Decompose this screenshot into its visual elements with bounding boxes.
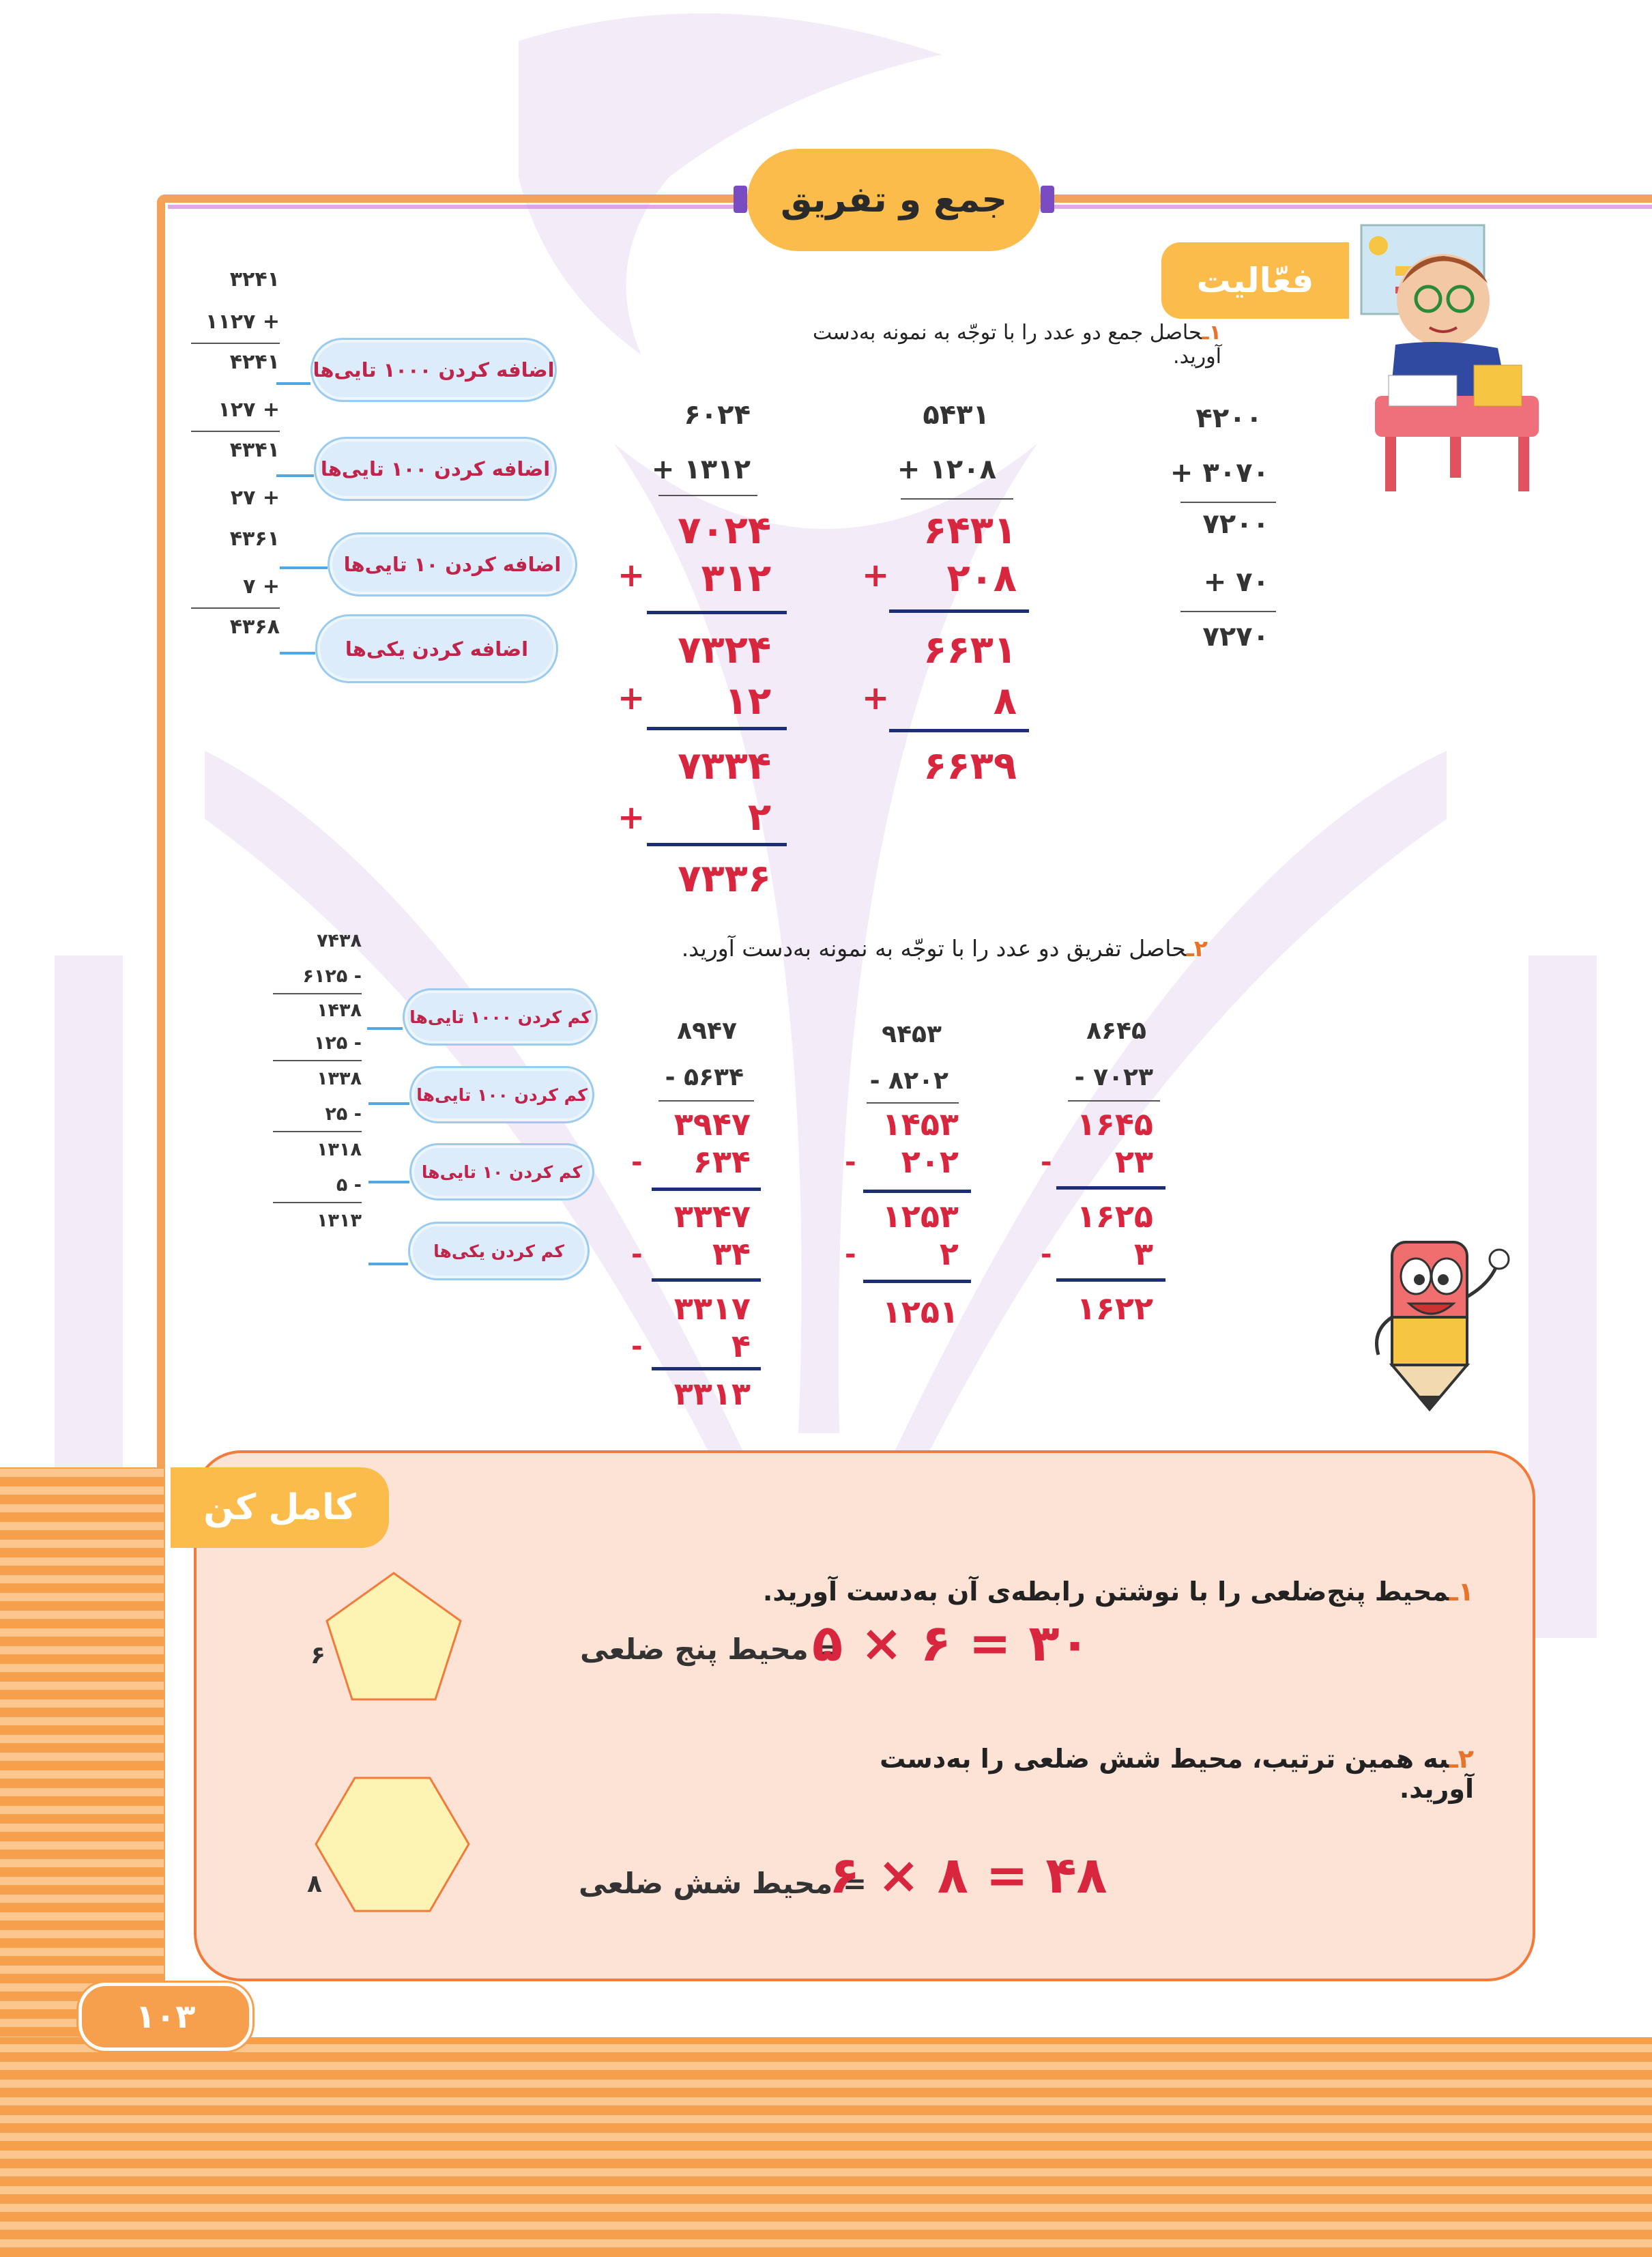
example-row: ۱۳۳۸ xyxy=(317,1068,362,1089)
add-p1-rule xyxy=(647,727,787,730)
add-p2-step: ۶۶۳۱ xyxy=(923,628,1017,672)
hexagon-shape xyxy=(310,1774,474,1918)
example-row: ۷۴۳۸ xyxy=(317,930,362,951)
add-p2-b: + ۱۲۰۸ xyxy=(897,454,996,485)
pentagon-side-label: ۶ xyxy=(310,1641,325,1669)
example-row: ۱۳۱۳ xyxy=(317,1210,362,1231)
sub-p2-b: - ۸۲۰۲ xyxy=(869,1067,948,1095)
question-2-instruction xyxy=(648,935,1208,962)
sub-p3-b: - ۷۰۲۳ xyxy=(1074,1063,1153,1091)
activity-label: فعّالیت xyxy=(1161,242,1349,319)
sub-p2-step: ۱۲۵۱ xyxy=(882,1293,959,1330)
sub-p2-step: ۱۴۵۳ xyxy=(882,1106,959,1142)
example-row: - ۲۵ xyxy=(325,1104,362,1125)
addition-example-column xyxy=(191,270,280,644)
add-p1-step: ۷۳۲۴ xyxy=(678,628,771,672)
add-p1-step: ۷۳۳۴ xyxy=(678,744,771,788)
example-row: - ۱۲۵ xyxy=(313,1033,362,1054)
example-divider xyxy=(273,993,362,994)
arrow-icon xyxy=(368,1181,409,1183)
sub-p2-rule xyxy=(863,1280,971,1283)
sub-p1-a: ۸۹۴۷ xyxy=(677,1017,737,1045)
example-divider xyxy=(191,431,280,432)
question-1-number: ۱ـ xyxy=(1202,321,1221,345)
minus-sign: - xyxy=(845,1147,856,1178)
add-p1-rule xyxy=(647,843,787,846)
cloud-sub-tens: کم کردن ۱۰ تایی‌ها xyxy=(409,1143,594,1201)
question-1-text: حاصل جمع دو عدد را با توجّه به نمونه به‌دست آورید. xyxy=(812,321,1221,369)
sub-p3-step: ۱۶۲۵ xyxy=(1076,1198,1153,1235)
example-row: + ۲۷ xyxy=(230,486,280,510)
sub-p2-line xyxy=(867,1102,959,1104)
title-bar-left xyxy=(734,186,747,213)
plus-sign: + xyxy=(618,799,646,837)
example-divider xyxy=(191,343,280,344)
add-p2-step: ۸ xyxy=(993,679,1017,723)
arrow-icon xyxy=(367,1027,403,1030)
sub-p1-step: ۳۳۱۳ xyxy=(673,1375,751,1412)
example-divider xyxy=(273,1202,362,1203)
sub-p3-line xyxy=(1068,1100,1160,1102)
sub-p3-rule xyxy=(1056,1278,1165,1282)
subtraction-example-column xyxy=(273,932,362,1239)
pentagon-shape xyxy=(321,1570,467,1706)
example-row: ۳۲۴۱ xyxy=(229,268,280,291)
sub-p1-step: ۶۳۴ xyxy=(693,1143,751,1180)
example-row: - ۶۱۲۵ xyxy=(302,966,362,987)
example-row: - ۵ xyxy=(336,1175,362,1196)
example-row: + ۱۲۷ xyxy=(218,398,280,422)
sub-p3-step: ۳ xyxy=(1133,1235,1153,1272)
pencil-mascot-illustration xyxy=(1354,1228,1518,1413)
add-p1-b: + ۱۳۱۲ xyxy=(651,454,751,485)
sub-p2-a: ۹۴۵۳ xyxy=(882,1020,942,1048)
question-1-instruction xyxy=(785,321,1221,369)
add-p3-a: ۴۲۰۰ xyxy=(1195,403,1262,434)
pentagon-formula-label: = محیط پنج ضلعی xyxy=(580,1633,843,1666)
question-2-text: حاصل تفریق دو عدد را با توجّه به نمونه به‌دست آورید. xyxy=(681,935,1187,962)
sub-p1-step: ۳۳۱۷ xyxy=(673,1290,751,1327)
complete-q1-text: محیط پنج‌ضلعی را با نوشتن رابطه‌ی آن به‌دست آورید. xyxy=(762,1577,1449,1607)
add-p3-step: ۷۲۰۰ xyxy=(1202,508,1269,540)
add-p2-line xyxy=(901,498,1013,500)
complete-section-label: کامل کن xyxy=(171,1467,389,1548)
plus-sign: + xyxy=(862,679,890,717)
example-row: ۴۳۶۸ xyxy=(229,615,280,639)
sub-p3-step: ۲۳ xyxy=(1114,1143,1153,1180)
example-row: ۱۴۳۸ xyxy=(317,1000,362,1021)
minus-sign: - xyxy=(631,1147,643,1178)
hexagon-side-label: ۸ xyxy=(307,1870,322,1898)
title-bar-right xyxy=(1041,186,1054,213)
boy-at-desk-illustration xyxy=(1348,218,1552,491)
example-row: + ۷ xyxy=(243,575,280,599)
pentagon-answer: ۵ × ۶ = ۳۰ xyxy=(812,1614,1090,1673)
sub-p3-rule xyxy=(1056,1186,1165,1190)
minus-sign: - xyxy=(845,1239,856,1270)
cloud-sub-hundreds: کم کردن ۱۰۰ تایی‌ها xyxy=(409,1066,594,1123)
add-p2-rule xyxy=(889,729,1029,732)
arrow-icon xyxy=(276,474,314,477)
add-p1-step: ۲ xyxy=(747,795,771,839)
minus-sign: - xyxy=(631,1239,643,1270)
example-row: ۴۲۴۱ xyxy=(229,350,280,374)
minus-sign: - xyxy=(631,1331,643,1362)
arrow-icon xyxy=(368,1102,409,1105)
example-row: ۴۳۴۱ xyxy=(229,438,280,462)
plus-sign: + xyxy=(618,556,646,594)
sub-p2-rule xyxy=(863,1190,971,1193)
sub-p1-step: ۴ xyxy=(731,1327,751,1364)
hexagon-formula-label: = محیط شش ضلعی xyxy=(579,1867,867,1900)
add-p1-step: ۷۳۳۶ xyxy=(678,857,771,901)
sub-p1-step: ۳۴ xyxy=(712,1235,751,1272)
add-p1-step: ۱۲ xyxy=(724,679,771,723)
plus-sign: + xyxy=(862,556,890,594)
complete-q2-number: ۲ـ xyxy=(1449,1744,1474,1774)
minus-sign: - xyxy=(1041,1147,1052,1178)
add-p2-step: ۶۴۳۱ xyxy=(923,508,1017,553)
sub-p1-line xyxy=(658,1100,754,1102)
sub-p1-step: ۳۳۴۷ xyxy=(673,1198,751,1235)
example-divider xyxy=(273,1131,362,1132)
minus-sign: - xyxy=(1041,1239,1052,1270)
sub-p3-step: ۱۶۲۲ xyxy=(1076,1290,1153,1327)
cloud-sub-thousands: کم کردن ۱۰۰۰ تایی‌ها xyxy=(403,988,598,1046)
add-p2-a: ۵۴۳۱ xyxy=(923,399,989,431)
example-row: ۱۳۱۸ xyxy=(317,1139,362,1160)
add-p2-step: ۶۶۳۹ xyxy=(923,744,1017,788)
sub-p1-b: - ۵۶۳۴ xyxy=(665,1063,744,1091)
left-stripes xyxy=(0,1467,164,2054)
cloud-add-hundreds: اضافه کردن ۱۰۰ تایی‌ها xyxy=(314,437,557,501)
cloud-add-tens: اضافه کردن ۱۰ تایی‌ها xyxy=(328,532,577,596)
example-row: + ۱۱۲۷ xyxy=(205,310,280,334)
add-p1-line xyxy=(658,495,757,496)
sub-p1-step: ۳۹۴۷ xyxy=(673,1106,751,1142)
add-p1-a: ۶۰۲۴ xyxy=(684,399,751,431)
sub-p1-rule xyxy=(652,1188,761,1191)
hexagon-answer: ۶ × ۸ = ۴۸ xyxy=(829,1846,1107,1905)
sub-p2-step: ۲ xyxy=(939,1235,959,1272)
add-p1-step: ۷۰۲۴ xyxy=(678,508,771,553)
page-title: جمع و تفریق xyxy=(747,149,1041,251)
cloud-add-ones: اضافه کردن یکی‌ها xyxy=(315,614,558,683)
complete-q2-text: به همین ترتیب، محیط شش ضلعی را به‌دست آورید. xyxy=(880,1744,1474,1804)
add-p3-b: + ۳۰۷۰ xyxy=(1170,457,1269,489)
arrow-icon xyxy=(368,1263,408,1265)
cloud-sub-ones: کم کردن یکی‌ها xyxy=(408,1222,590,1280)
question-2-number: ۲ـ xyxy=(1186,935,1208,962)
add-p3-step: + ۷۰ xyxy=(1203,566,1269,598)
cloud-add-thousands: اضافه کردن ۱۰۰۰ تایی‌ها xyxy=(310,338,557,402)
complete-question-2 xyxy=(853,1744,1474,1804)
example-row: ۴۳۶۱ xyxy=(229,527,280,551)
arrow-icon xyxy=(280,566,328,569)
sub-p2-step: ۲۰۲ xyxy=(901,1143,959,1180)
page-number: ۱۰۳ xyxy=(78,1983,252,2051)
sub-p1-rule xyxy=(652,1367,761,1370)
example-divider xyxy=(191,607,280,609)
sub-p3-step: ۱۶۴۵ xyxy=(1076,1106,1153,1142)
complete-question-1 xyxy=(751,1577,1474,1607)
complete-q1-number: ۱ـ xyxy=(1449,1577,1474,1607)
sub-p1-rule xyxy=(652,1278,761,1282)
arrow-icon xyxy=(276,382,310,385)
add-p1-rule xyxy=(647,611,787,614)
add-p3-line xyxy=(1180,611,1276,612)
add-p2-rule xyxy=(889,609,1029,613)
bottom-stripes xyxy=(0,2037,1652,2257)
add-p2-step: ۲۰۸ xyxy=(946,556,1017,601)
arrow-icon xyxy=(280,652,315,655)
sub-p2-step: ۱۲۵۳ xyxy=(882,1198,959,1235)
add-p3-line xyxy=(1180,502,1276,503)
example-divider xyxy=(273,1060,362,1061)
sub-p3-a: ۸۶۴۵ xyxy=(1086,1017,1146,1045)
add-p3-step: ۷۲۷۰ xyxy=(1202,621,1269,652)
plus-sign: + xyxy=(618,679,646,717)
add-p1-step: ۳۱۲ xyxy=(701,556,771,601)
